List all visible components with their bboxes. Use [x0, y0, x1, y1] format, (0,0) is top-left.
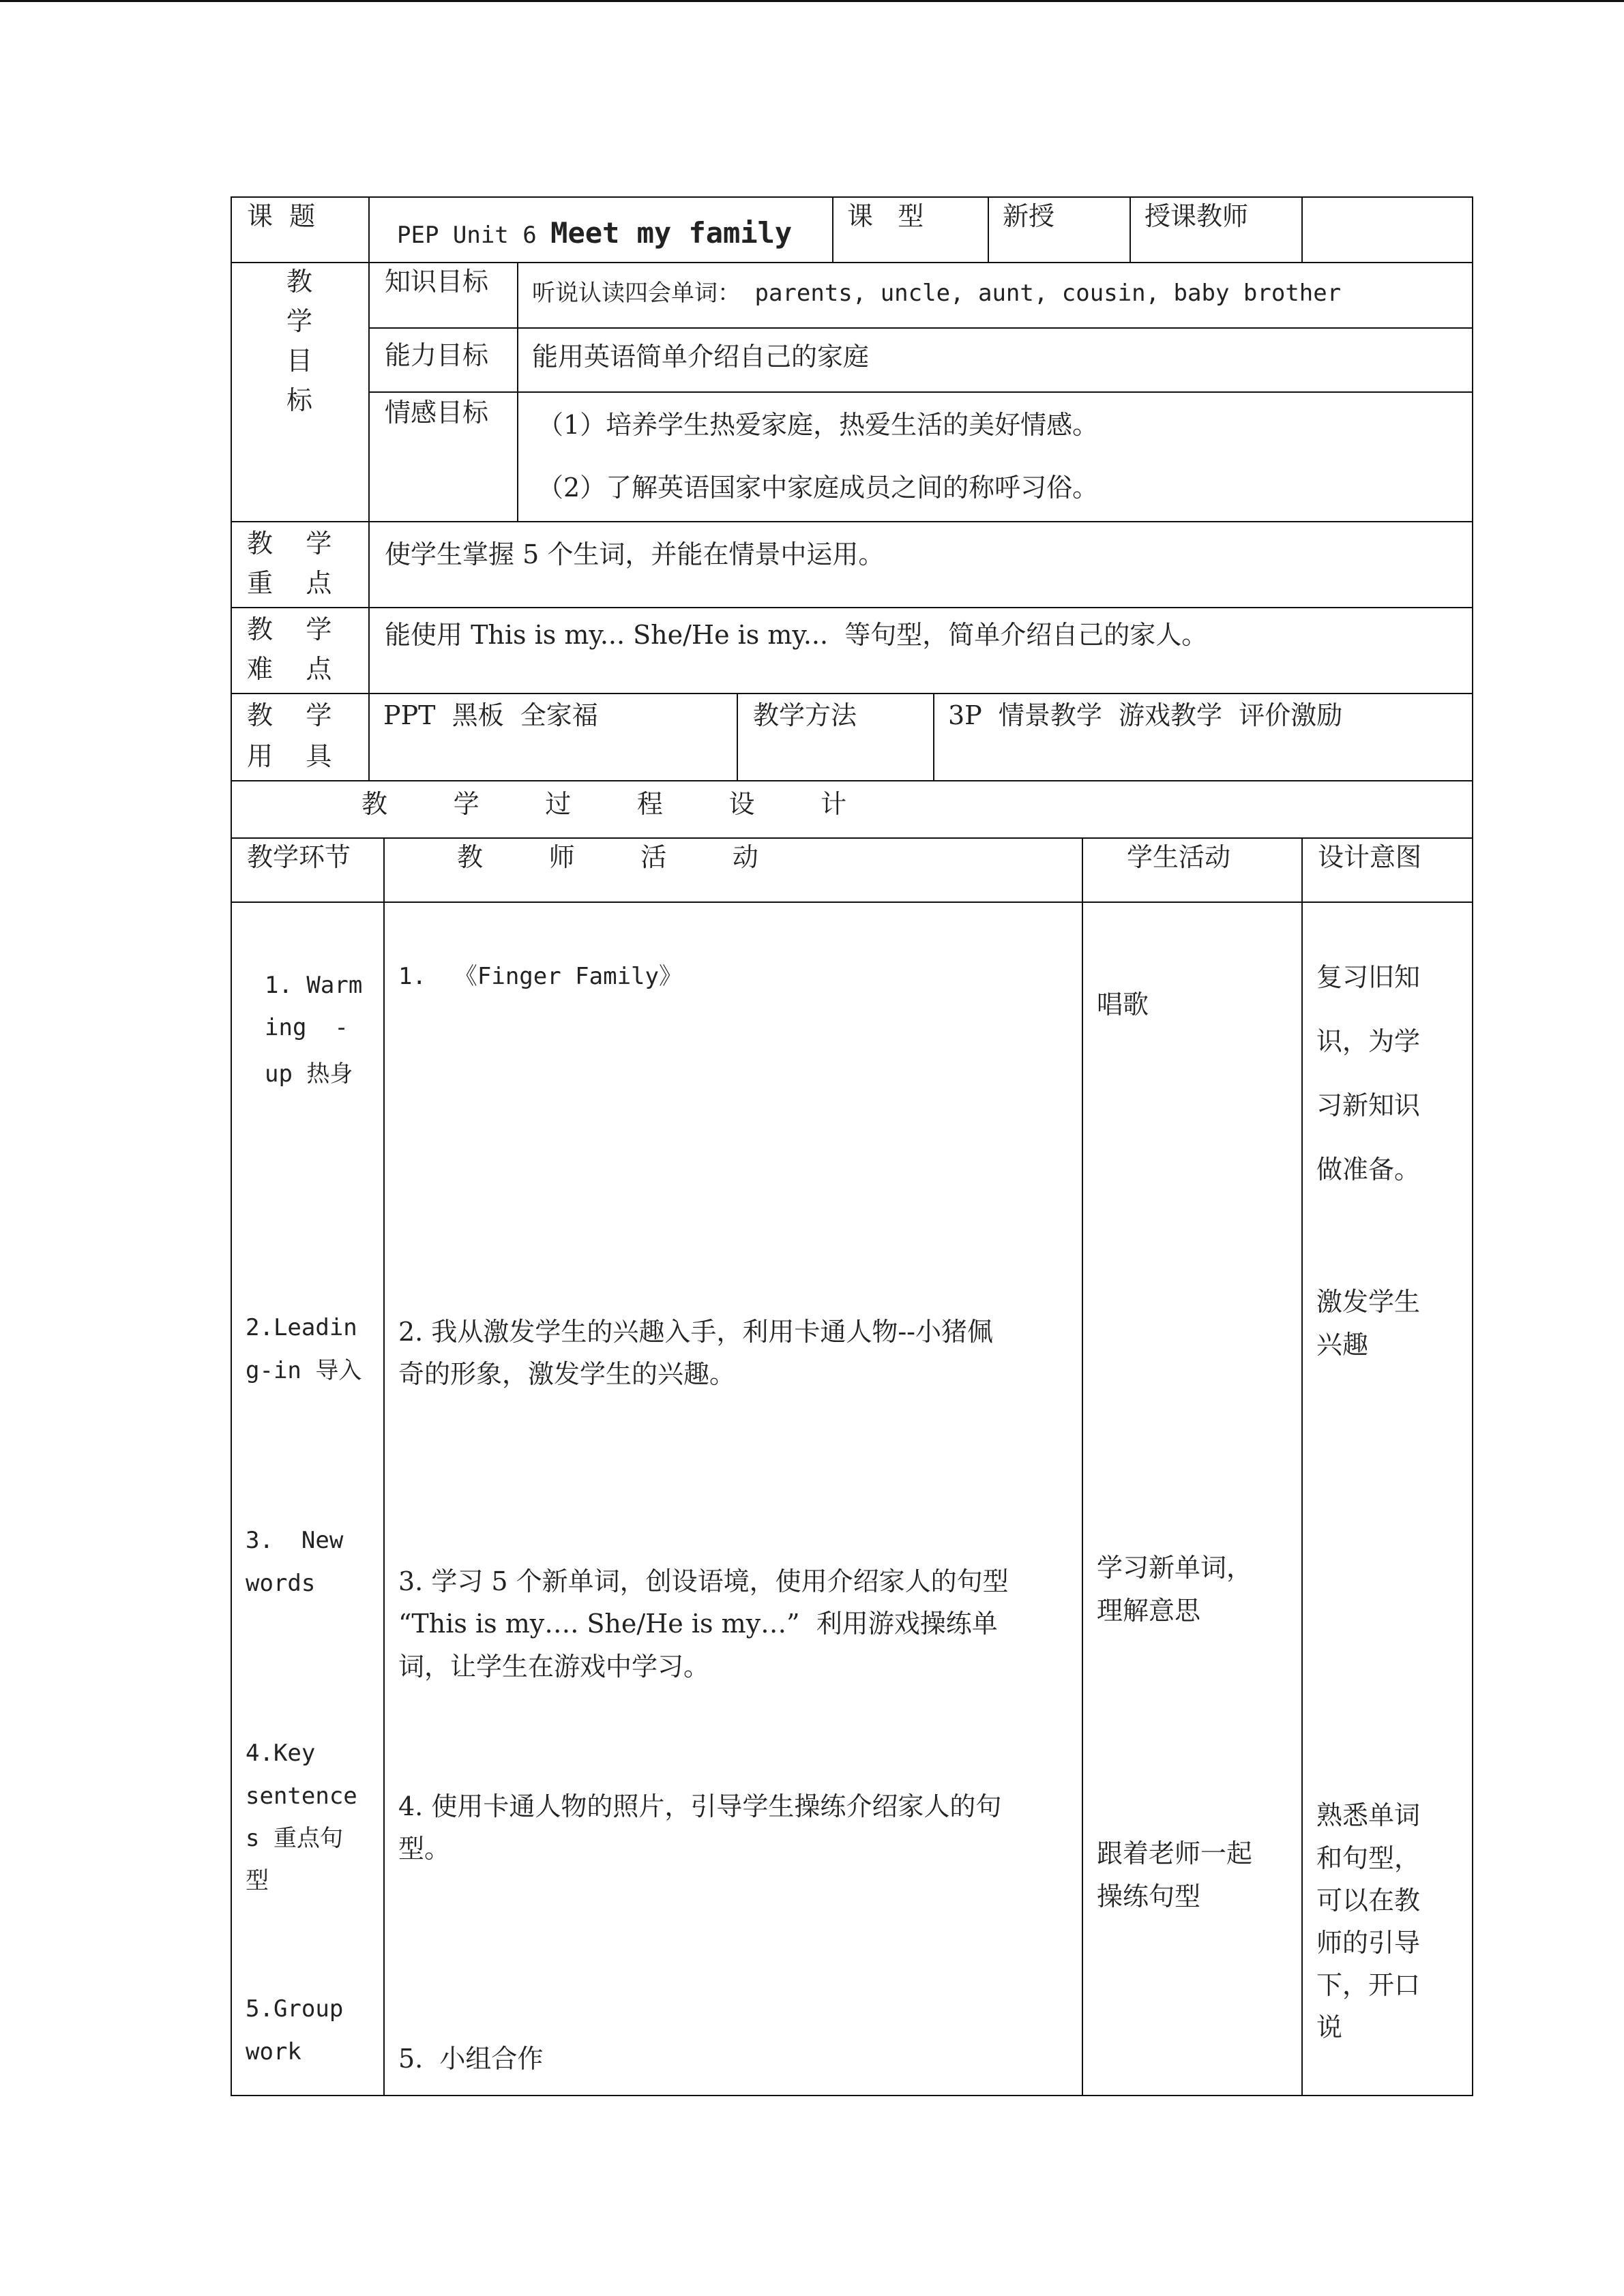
goals-label-char: 目 [286, 346, 313, 376]
ability-label: 能力目标 [385, 340, 489, 370]
type-label-cell [832, 196, 989, 263]
keypoints-value-cell [368, 521, 1473, 608]
step-stage-line: 3. New [246, 1527, 344, 1554]
knowledge-value-cell [517, 262, 1473, 329]
step-stage-line [265, 1056, 353, 1090]
step-teacher-line: 型。 [398, 1834, 451, 1864]
step-intent-line: 复习旧知 [1316, 962, 1421, 992]
goals-label-char: 教 [286, 267, 313, 297]
page-top-border [0, 0, 1624, 2]
topic-value-cell [368, 196, 833, 263]
step-student-line: 理解意思 [1097, 1596, 1201, 1626]
intent-header: 设计意图 [1318, 842, 1422, 872]
step-intent-line: 和句型， [1316, 1843, 1421, 1873]
knowledge-value: 听说认读四会单词： parents, uncle, aunt, cousin, baby brother [532, 280, 1342, 307]
tools-label-bottom: 用 具 [247, 741, 332, 771]
step-intent-line: 熟悉单词 [1316, 1800, 1421, 1830]
step-stage-line: 5.Group [246, 1995, 344, 2023]
process-col-divider [1082, 901, 1083, 2096]
step-stage-line: 4.Key [246, 1740, 316, 1767]
step-intent-line: 习新知识 [1316, 1090, 1421, 1120]
ability-value-cell [517, 327, 1473, 393]
type-label: 课 型 [847, 201, 924, 231]
topic-label: 课 题 [247, 201, 316, 231]
keypoints-label-bottom: 重 点 [247, 568, 332, 598]
step-intent-line: 可以在教 [1316, 1885, 1421, 1915]
step-stage-line: g-in 导入 [246, 1357, 362, 1384]
knowledge-label-cell [368, 262, 518, 329]
keypoints-value: 使学生掌握 5 个生词，并能在情景中运用。 [385, 539, 885, 569]
step-teacher-line: 奇的形象，激发学生的兴趣。 [398, 1359, 736, 1389]
tools-label-top: 教 学 [247, 700, 332, 730]
stage-header-cell [231, 837, 385, 903]
intent-header-cell [1301, 837, 1473, 903]
step-teacher-line: 5. 小组合作 [398, 2044, 544, 2074]
topic-label-cell [231, 196, 370, 263]
tools-value: PPT 黑板 全家福 [383, 700, 598, 730]
difficulties-label-bottom: 难 点 [247, 654, 332, 684]
keypoints-label-cell [231, 521, 370, 608]
step-student-line: 唱歌 [1097, 989, 1149, 1019]
step-intent-line: 识，为学 [1316, 1026, 1421, 1056]
step-teacher-line: 1. 《Finger Family》 [398, 963, 682, 990]
step-stage-line: work [246, 2038, 301, 2066]
process-col-divider [383, 901, 385, 2096]
method-label-cell [737, 693, 934, 781]
emotion-item: （2）了解英语国家中家庭成员之间的称呼习俗。 [537, 473, 1099, 503]
step-teacher-line: “This is my…. She/He is my…” 利用游戏操练单 [398, 1609, 998, 1639]
step-intent-line: 师的引导 [1316, 1928, 1421, 1958]
step-stage-line: words [246, 1570, 316, 1597]
emotion-item: （1）培养学生热爱家庭，热爱生活的美好情感。 [537, 410, 1099, 440]
student-header-cell [1082, 837, 1303, 903]
process-title: 教 学 过 程 设 计 [361, 789, 847, 819]
ability-value: 能用英语简单介绍自己的家庭 [532, 342, 870, 372]
goals-label-cell [231, 262, 370, 522]
step-teacher-line: 4. 使用卡通人物的照片，引导学生操练介绍家人的句 [398, 1791, 1002, 1821]
process-col-divider [1301, 901, 1303, 2096]
topic-prefix: PEP Unit 6 [397, 222, 551, 249]
difficulties-label-cell [231, 607, 370, 694]
step-stage-line: ing - [265, 1014, 349, 1041]
teacher-label-cell [1130, 196, 1303, 263]
teacher-header-cell [383, 837, 1083, 903]
step-intent-line: 说 [1316, 2012, 1343, 2042]
goals-label-char: 学 [286, 306, 313, 336]
difficulties-value-cell [368, 607, 1473, 694]
teacher-activity-header: 教 师 活 动 [457, 842, 758, 872]
emotion-label-cell [368, 391, 518, 522]
keypoints-label-top: 教 学 [247, 528, 332, 558]
step-intent-line: 做准备。 [1316, 1154, 1421, 1184]
step-teacher-line: 2. 我从激发学生的兴趣入手，利用卡通人物--小猪佩 [398, 1317, 994, 1347]
ability-label-cell [368, 327, 518, 393]
process-body [231, 901, 1473, 2096]
type-value: 新授 [1003, 201, 1055, 231]
step-stage-line: 型 [246, 1867, 269, 1894]
step-teacher-line: 3. 学习 5 个新单词，创设语境，使用介绍家人的句型 [398, 1566, 1009, 1596]
step-stage-line: sentence [246, 1783, 357, 1810]
difficulties-label-top: 教 学 [247, 614, 332, 644]
emotion-label: 情感目标 [385, 398, 489, 428]
stage-header: 教学环节 [247, 842, 351, 872]
difficulties-value: 能使用 This is my... She/He is my... 等句型，简单介绍自己的家人。 [385, 620, 1208, 650]
step-stage-line: 2.Leadin [246, 1314, 357, 1341]
step-stage-line: 1. Warm [265, 972, 363, 999]
process-title-cell [231, 780, 1473, 839]
teacher-label: 授课教师 [1145, 201, 1249, 231]
student-activity-header: 学生活动 [1127, 842, 1231, 872]
tools-label-cell [231, 693, 370, 781]
topic-title: Meet my family [550, 216, 793, 250]
topic-value [397, 214, 792, 253]
goals-label-char: 标 [286, 385, 313, 415]
step-intent-line: 下，开口 [1316, 1970, 1421, 2000]
teacher-value-cell[interactable] [1301, 196, 1473, 263]
tools-value-cell [368, 693, 738, 781]
step-stage-line: s 重点句 [246, 1825, 343, 1852]
method-value: 3P 情景教学 游戏教学 评价激励 [948, 700, 1343, 730]
step-student-line: 操练句型 [1097, 1881, 1201, 1911]
type-value-cell [988, 196, 1131, 263]
step-intent-line: 兴趣 [1316, 1330, 1369, 1360]
step-student-line: 跟着老师一起 [1097, 1838, 1253, 1868]
knowledge-label: 知识目标 [385, 267, 489, 297]
step-intent-line: 激发学生 [1316, 1287, 1421, 1317]
method-value-cell [933, 693, 1473, 781]
emotion-value-cell [517, 391, 1473, 522]
step-student-line: 学习新单词， [1097, 1553, 1253, 1583]
step-teacher-line: 词，让学生在游戏中学习。 [398, 1652, 710, 1682]
step-stage-text: up 热身 [265, 1060, 353, 1088]
method-label: 教学方法 [753, 700, 857, 730]
